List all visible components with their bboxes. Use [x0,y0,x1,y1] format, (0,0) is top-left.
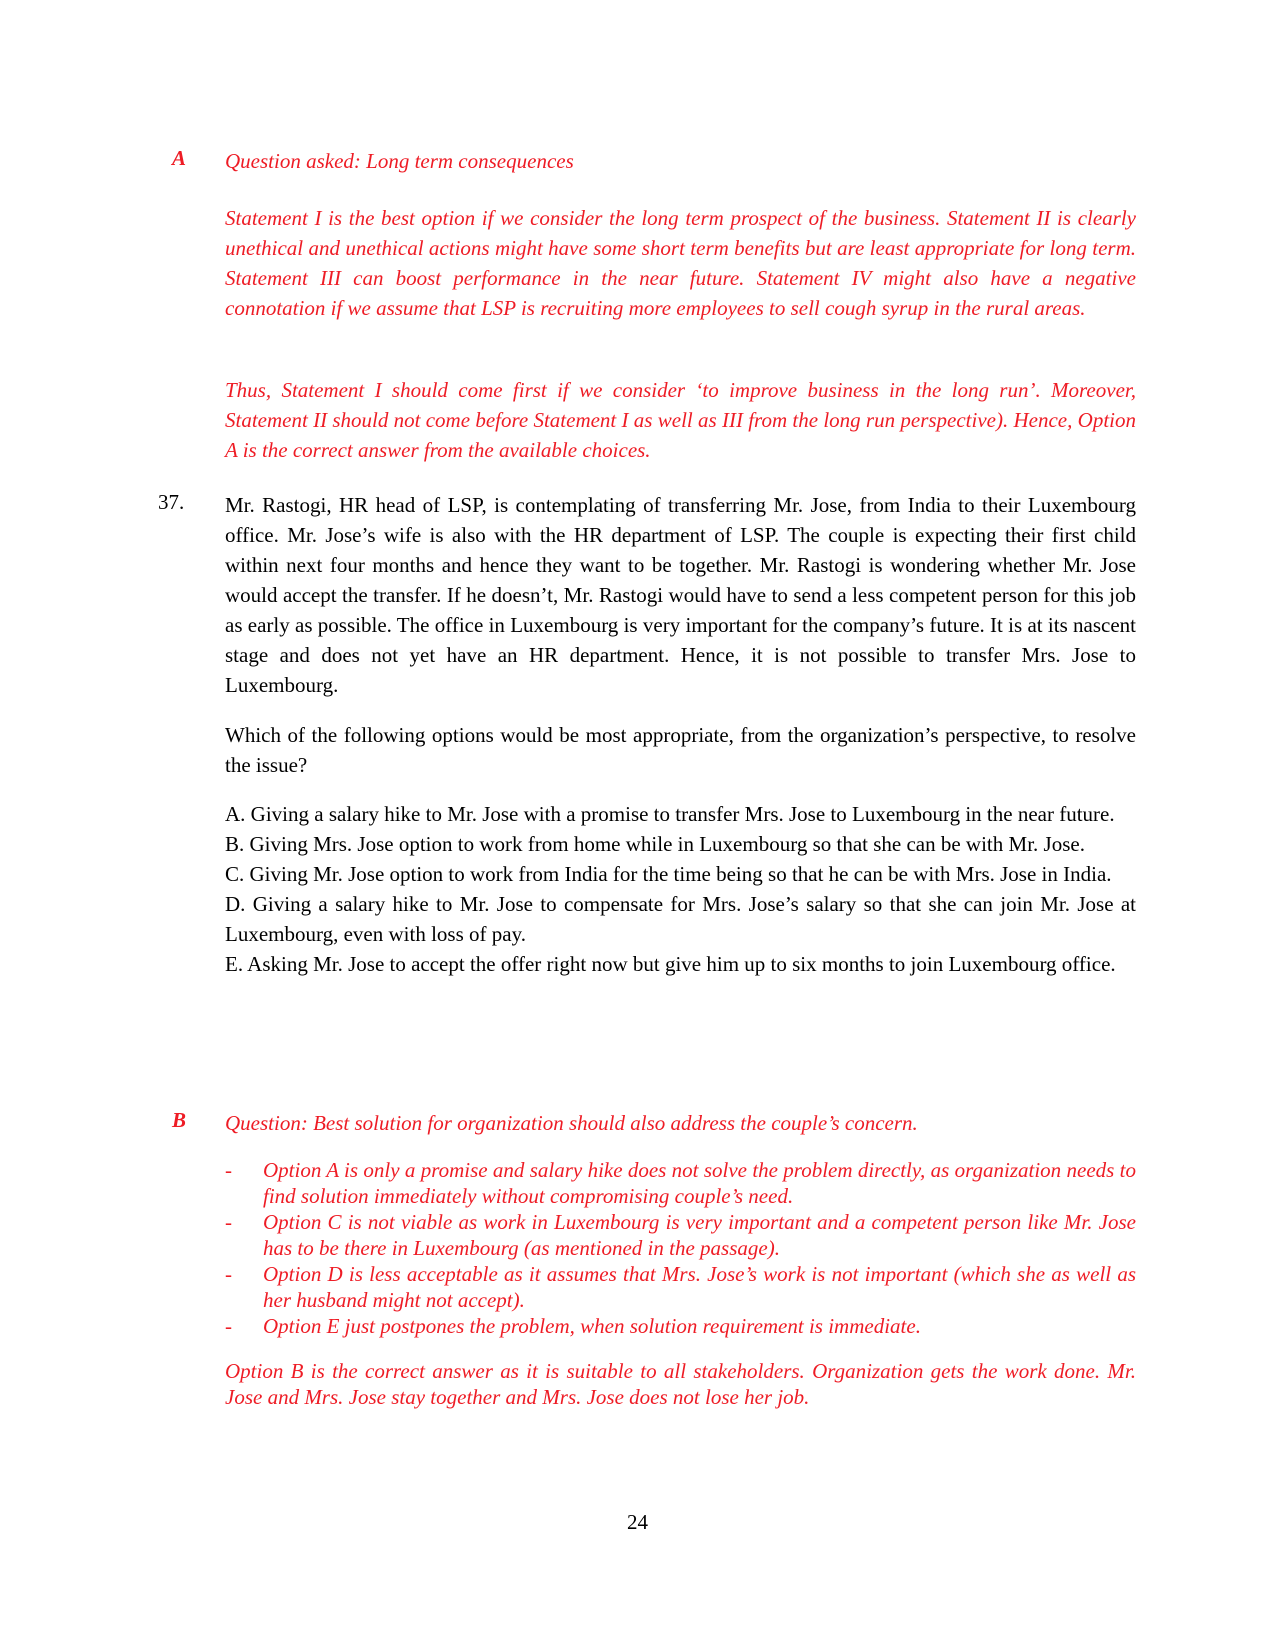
answer-b-bullet [225,1261,1136,1313]
answer-b-bullet [225,1157,1136,1209]
answer-b-conclusion-text: Option B is the correct answer as it is suitable to all stakeholders. Organization gets the work done. Mr. Jose and Mrs. Jose stay together and Mrs. Jose does not lose her job. [225,1359,1136,1409]
question-number: 37. [158,490,185,514]
answer-a-paragraph-2-text: Thus, Statement I should come first if we consider ‘to improve business in the long run’. Moreover, Statement II should not come before Statement I as well as III from the long run perspective). Hence, Option A is the correct answer from the available choices. [225,378,1136,462]
answer-b-bullet-text: Option E just postpones the problem, when solution requirement is immediate. [263,1314,921,1338]
answer-b-bullet [225,1209,1136,1261]
question-passage-text: Mr. Rastogi, HR head of LSP, is contemplating of transferring Mr. Jose, from India to their Luxembourg office. Mr. Jose’s wife is also with the HR department of LSP. The couple is expecting their first child within next four months and hence they want to be together. Mr. Rastogi is wondering whether Mr. Jose would accept the transfer. If he doesn’t, Mr. Rastogi would have to send a less competent person for this job as early as possible. The office in Luxembourg is very important for the company’s future. It is at its nascent stage and does not yet have an HR department. Hence, it is not possible to transfer Mrs. Jose to Luxembourg. [225,493,1136,697]
answer-b-bullet [225,1313,1136,1339]
bullet-dash: - [225,1158,232,1182]
bullet-dash: - [225,1314,232,1338]
answer-b-bullet-text: Option D is less acceptable as it assumes that Mrs. Jose’s work is not important (which she as well as her husband might not accept). [263,1262,1136,1312]
question-prompt [225,720,1136,780]
answer-label-a: A [172,146,187,170]
option-d: D. Giving a salary hike to Mr. Jose to compensate for Mrs. Jose’s salary so that she can join Mr. Jose at Luxembourg, even with loss of pay. [225,892,1136,946]
answer-b-conclusion [225,1358,1136,1410]
answer-b-question: Question: Best solution for organization should also address the couple’s concern. [225,1111,918,1135]
answer-b-bullets [225,1157,1136,1339]
option-a: A. Giving a salary hike to Mr. Jose with a promise to transfer Mrs. Jose to Luxembourg in the near future. [225,802,1115,826]
answer-label-b: B [172,1108,187,1132]
bullet-dash: - [225,1262,232,1286]
answer-a-question: Question asked: Long term consequences [225,149,574,173]
answer-a-paragraph-1-text: Statement I is the best option if we consider the long term prospect of the business. Statement II is clearly unethical and unethical actions might have some short term benefits but are least appropriate for long term. Statement III can boost performance in the near future. Statement IV might also have a negative connotation if we assume that LSP is recruiting more employees to sell cough syrup in the rural areas. [225,206,1136,320]
page-number: 24 [627,1510,648,1534]
question-prompt-text: Which of the following options would be most appropriate, from the organization’s perspective, to resolve the issue? [225,723,1136,777]
answer-a-paragraph-2 [225,375,1136,465]
option-b: B. Giving Mrs. Jose option to work from home while in Luxembourg so that she can be with Mr. Jose. [225,832,1085,856]
answer-a-paragraph-1 [225,203,1136,323]
question-options [225,799,1136,979]
question-passage [225,490,1136,700]
answer-b-bullet-text: Option A is only a promise and salary hike does not solve the problem directly, as organization needs to find solution immediately without compromising couple’s need. [263,1158,1136,1208]
answer-b-bullet-text: Option C is not viable as work in Luxembourg is very important and a competent person like Mr. Jose has to be there in Luxembourg (as mentioned in the passage). [263,1210,1136,1260]
option-c: C. Giving Mr. Jose option to work from India for the time being so that he can be with Mrs. Jose in India. [225,862,1112,886]
bullet-dash: - [225,1210,232,1234]
option-e: E. Asking Mr. Jose to accept the offer right now but give him up to six months to join Luxembourg office. [225,952,1116,976]
